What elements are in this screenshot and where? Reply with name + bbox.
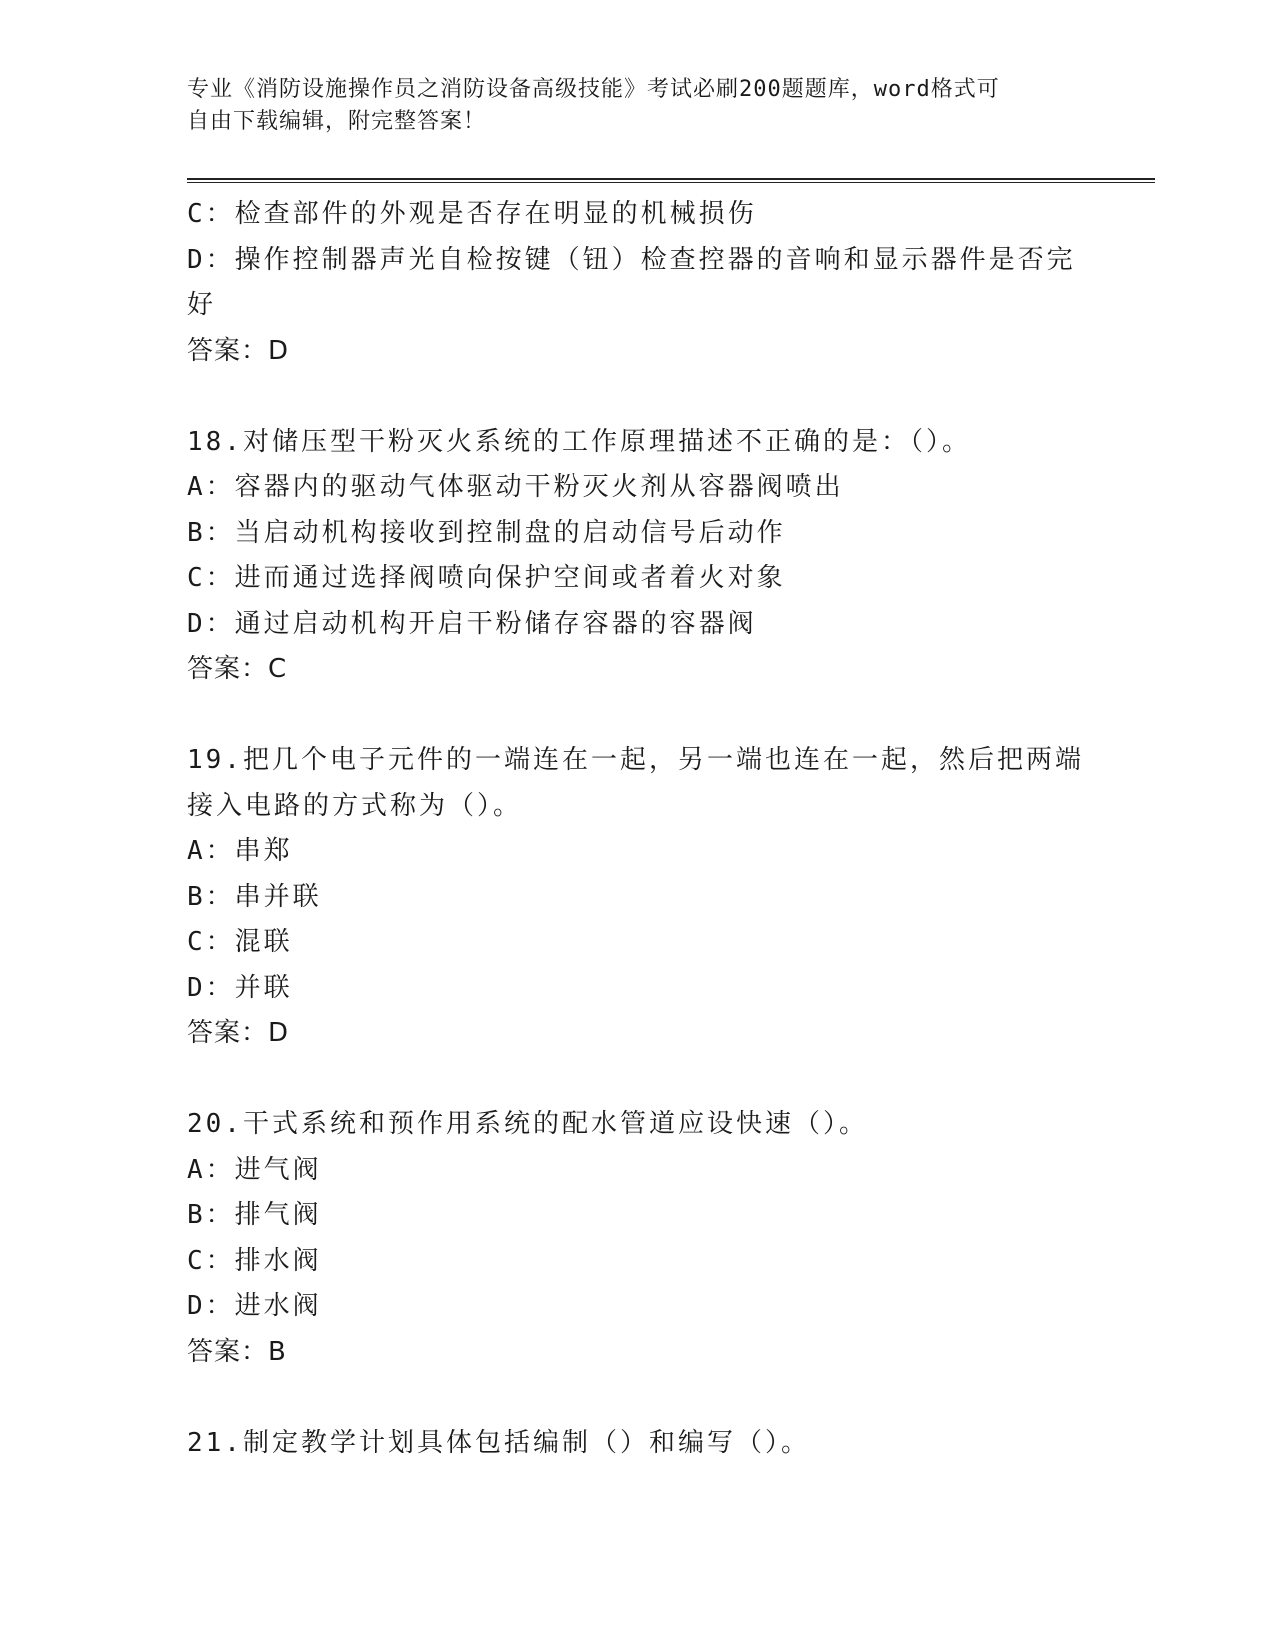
question-text: 20.干式系统和预作用系统的配水管道应设快速（）。 [187, 1109, 868, 1139]
option-a: A：容器内的驱动气体驱动干粉灭火剂从容器阀喷出 [187, 472, 844, 502]
option-c: C：排水阀 [187, 1245, 322, 1276]
spacer [187, 693, 1087, 739]
option-d: D：进水阀 [187, 1291, 322, 1321]
question-text: 18.对储压型干粉灭火系统的工作原理描述不正确的是：（）。 [187, 426, 971, 457]
question-text: 21.制定教学计划具体包括编制（）和编写（）。 [187, 1427, 810, 1458]
option-c: C：混联 [187, 927, 293, 957]
spacer [187, 1375, 1087, 1421]
spacer [187, 1057, 1087, 1103]
option-b: B：当启动机构接收到控制盘的启动信号后动作 [187, 517, 786, 548]
option-d: D：操作控制器声光自检按键（钮）检查控器的音响和显示器件是否完 [187, 244, 1076, 275]
option-b: B：串并联 [187, 881, 322, 912]
question-block-20 [187, 1102, 1087, 1375]
answer-line: 答案：D [187, 335, 290, 366]
question-block-18 [187, 420, 1087, 693]
answer-line: 答案：B [187, 1336, 287, 1367]
option-c: C：检查部件的外观是否存在明显的机械损伤 [187, 199, 757, 229]
option-b: B：排气阀 [187, 1200, 322, 1230]
question-text-continued: 接入电路的方式称为（）。 [187, 790, 523, 821]
option-a: A：进气阀 [187, 1154, 322, 1185]
document-header [187, 74, 1087, 138]
option-d-continued: 好 [187, 290, 217, 320]
header-line-2: 自由下载编辑，附完整答案！ [187, 109, 487, 134]
header-divider-thin [187, 182, 1155, 183]
option-c: C：进而通过选择阀喷向保护空间或者着火对象 [187, 563, 786, 593]
option-d: D：并联 [187, 972, 293, 1003]
answer-line: 答案：C [187, 654, 288, 684]
question-block-21 [187, 1421, 1087, 1467]
header-divider-thick [187, 178, 1155, 180]
question-block-17-continued [187, 192, 1087, 374]
header-line-1: 专业《消防设施操作员之消防设备高级技能》考试必刷200题题库，word格式可 [187, 77, 1000, 102]
question-text: 19.把几个电子元件的一端连在一起，另一端也连在一起，然后把两端 [187, 745, 1084, 775]
option-a: A：串郑 [187, 836, 293, 866]
question-block-19 [187, 738, 1087, 1057]
spacer [187, 374, 1087, 420]
question-list [187, 192, 1087, 1466]
option-d: D：通过启动机构开启干粉储存容器的容器阀 [187, 608, 757, 639]
answer-line: 答案：D [187, 1018, 290, 1048]
